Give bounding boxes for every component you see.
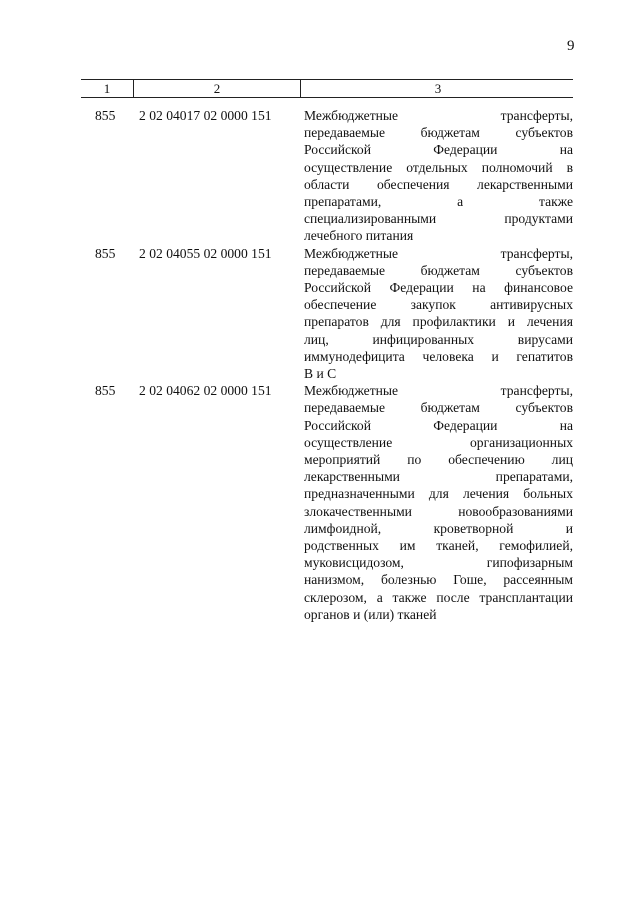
table-row — [81, 107, 573, 245]
description-line: Межбюджетные трансферты, — [304, 108, 573, 123]
description-line: Российской Федерации на — [304, 142, 573, 158]
table-header — [81, 79, 573, 98]
budget-code-cell: 2 02 04055 02 0000 151 — [139, 245, 272, 261]
description-line: нанизмом, болезнью Гоше, рассеянным — [304, 572, 573, 588]
description-line: злокачественными новообразованиями — [304, 503, 573, 519]
description-line: передаваемые бюджетам субъектов — [304, 400, 573, 416]
description-cell — [299, 107, 573, 245]
column-header-2: 2 — [133, 80, 300, 97]
description-line: препаратов для профилактики и лечения — [304, 314, 573, 330]
description-line: передаваемые бюджетам субъектов — [304, 125, 573, 141]
description-cell — [299, 245, 573, 383]
description-line: специализированными продуктами — [304, 211, 573, 227]
budget-code-cell: 2 02 04017 02 0000 151 — [139, 108, 272, 123]
column-header-3: 3 — [300, 80, 575, 97]
description-line: передаваемые бюджетам субъектов — [304, 262, 573, 278]
table-body — [81, 107, 573, 623]
admin-code-cell: 855 — [95, 108, 116, 123]
description-line: иммунодефицита человека и гепатитов — [304, 348, 573, 364]
description-line: лиц, инфицированных вирусами — [304, 331, 573, 347]
description-line: склерозом, а также после трансплантации — [304, 589, 573, 605]
description-line: органов и (или) тканей — [304, 606, 437, 622]
description-line: осуществление организационных — [304, 434, 573, 450]
description-line: Межбюджетные трансферты, — [304, 245, 573, 261]
description-line: Российской Федерации на — [304, 417, 573, 433]
budget-table — [81, 79, 573, 623]
description-line: осуществление отдельных полномочий в — [304, 159, 573, 175]
description-line: муковисцидозом, гипофизарным — [304, 555, 573, 571]
description-line: препаратами, а также — [304, 194, 573, 210]
column-header-1: 1 — [103, 81, 111, 96]
description-line: предназначенными для лечения больных — [304, 486, 573, 502]
description-line: мероприятий по обеспечению лиц — [304, 452, 573, 468]
page-number: 9 — [567, 38, 575, 54]
description-line: области обеспечения лекарственными — [304, 176, 573, 192]
description-line: лимфоидной, кроветворной и — [304, 520, 573, 536]
description-line: Межбюджетные трансферты, — [304, 383, 573, 399]
description-line: лечебного питания — [304, 228, 414, 244]
table-row — [81, 382, 573, 623]
description-line: обеспечение закупок антивирусных — [304, 297, 573, 313]
description-line: родственных им тканей, гемофилией, — [304, 538, 573, 554]
description-cell — [299, 382, 573, 623]
description-line: лекарственными препаратами, — [304, 469, 573, 485]
table-row — [81, 245, 573, 383]
budget-code-cell: 2 02 04062 02 0000 151 — [139, 383, 272, 399]
admin-code-cell: 855 — [95, 245, 116, 261]
admin-code-cell: 855 — [95, 383, 116, 399]
description-line: В и С — [304, 366, 337, 382]
description-line: Российской Федерации на финансовое — [304, 280, 573, 296]
